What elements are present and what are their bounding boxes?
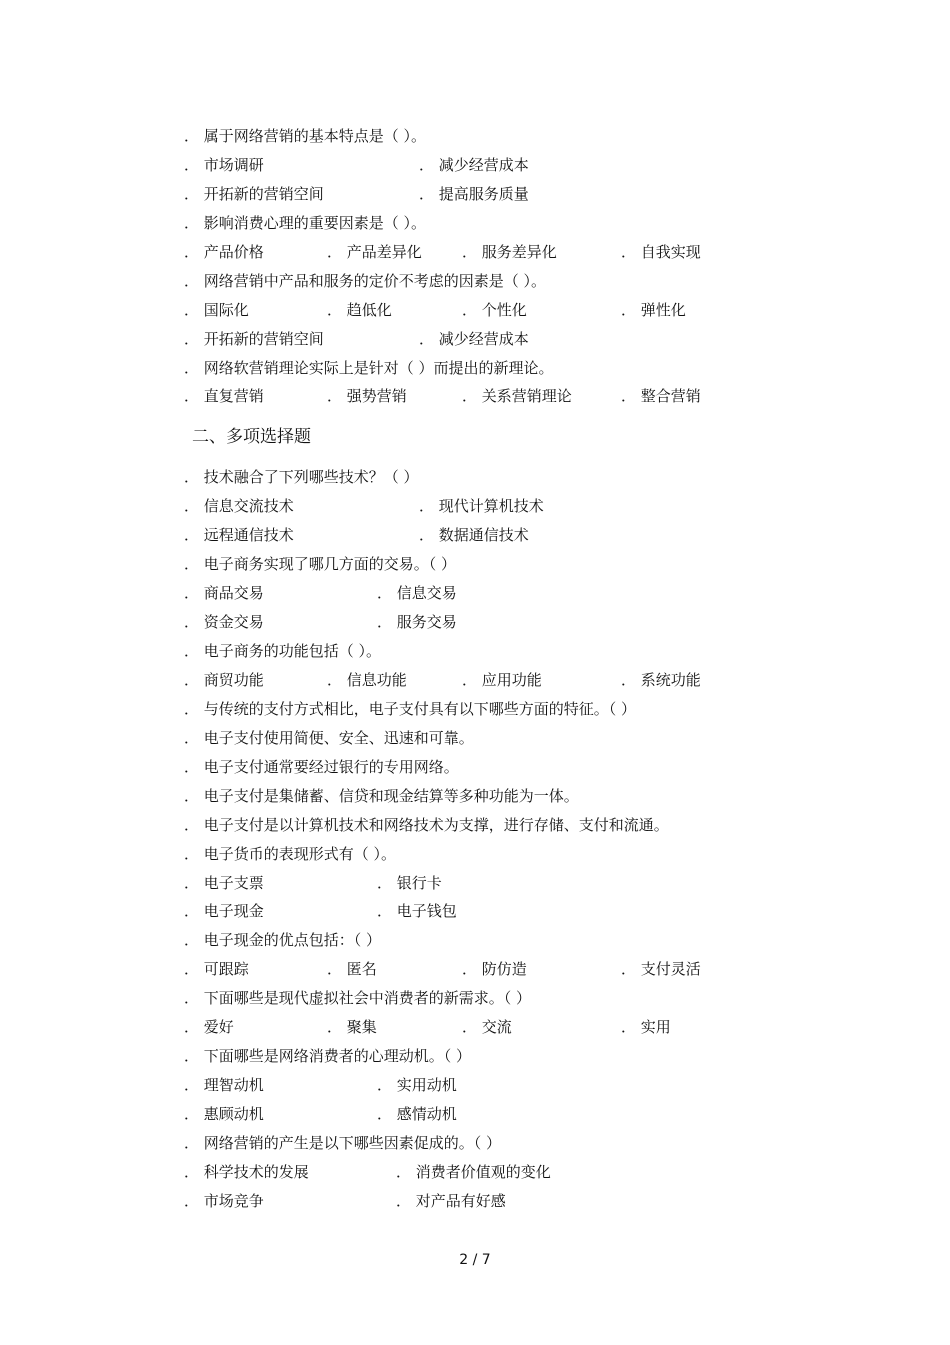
option-item: ． 整合营销: [621, 387, 701, 406]
question-line: ． 电子支付使用简便、安全、迅速和可靠。: [184, 728, 474, 747]
option-item: ． 防仿造: [462, 960, 527, 979]
options-row: [184, 1071, 784, 1100]
option-item: ． 银行卡: [377, 873, 442, 892]
question-line: ． 网络营销的产生是以下哪些因素促成的。（ ）: [184, 1133, 502, 1152]
option-item: ． 提高服务质量: [419, 184, 529, 203]
option-item: ． 信息交易: [377, 584, 457, 603]
question-line: ． 电子货币的表现形式有（ ）。: [184, 844, 397, 863]
option-item: ． 应用功能: [462, 670, 542, 689]
option-item: ． 实用动机: [377, 1076, 457, 1095]
options-row: [184, 955, 784, 984]
option-item: ． 减少经营成本: [419, 329, 529, 348]
question-line: ． 电子支付是集储蓄、信贷和现金结算等多种功能为一体。: [184, 786, 579, 805]
option-item: ． 交流: [462, 1018, 512, 1037]
question-line: ． 电子支付通常要经过银行的专用网络。: [184, 757, 459, 776]
option-item: ． 数据通信技术: [419, 526, 529, 545]
options-row: [184, 1100, 784, 1129]
options-row: [184, 492, 784, 521]
option-item: ． 可跟踪: [184, 960, 249, 979]
option-item: ． 自我实现: [621, 242, 701, 261]
options-row: [184, 180, 784, 209]
option-item: ． 电子现金: [184, 902, 264, 921]
option-item: ． 关系营销理论: [462, 387, 572, 406]
page-number: 2 / 7: [459, 1252, 491, 1268]
option-item: ． 服务交易: [377, 613, 457, 632]
option-item: ． 消费者价值观的变化: [396, 1162, 551, 1181]
question-line: ． 下面哪些是现代虚拟社会中消费者的新需求。（ ）: [184, 989, 532, 1008]
option-item: ． 直复营销: [184, 387, 264, 406]
options-row: [184, 238, 784, 267]
option-item: ． 电子钱包: [377, 902, 457, 921]
option-item: ． 开拓新的营销空间: [184, 329, 324, 348]
options-row: [184, 666, 784, 695]
option-item: ． 信息功能: [327, 670, 407, 689]
option-item: ． 开拓新的营销空间: [184, 184, 324, 203]
options-row: [184, 521, 784, 550]
option-item: ． 产品价格: [184, 242, 264, 261]
option-item: ． 商品交易: [184, 584, 264, 603]
question-line: ． 属于网络营销的基本特点是（ ）。: [184, 127, 427, 145]
options-row: [184, 608, 784, 637]
option-item: ． 感情动机: [377, 1105, 457, 1123]
option-item: ． 电子支票: [184, 873, 264, 892]
option-item: ． 国际化: [184, 300, 249, 319]
question-list: [184, 122, 784, 1216]
option-item: ． 趋低化: [327, 300, 392, 319]
question-line: ． 网络营销中产品和服务的定价不考虑的因素是（ ）。: [184, 271, 547, 290]
question-line: ． 电子商务实现了哪几方面的交易。（ ）: [184, 555, 457, 574]
question-line: ． 技术融合了下列哪些技术？（ ）: [184, 468, 419, 487]
options-row: [184, 1158, 784, 1187]
option-item: ． 系统功能: [621, 670, 701, 689]
question-line: ． 电子现金的优点包括：（ ）: [184, 931, 382, 950]
option-item: ． 产品差异化: [327, 242, 422, 261]
options-row: [184, 1187, 784, 1216]
option-item: ． 理智动机: [184, 1076, 264, 1095]
option-item: ． 信息交流技术: [184, 497, 294, 516]
option-item: ． 远程通信技术: [184, 526, 294, 545]
option-item: ． 实用: [621, 1018, 671, 1037]
options-row: [184, 296, 784, 325]
options-row: [184, 1013, 784, 1042]
question-line: ． 下面哪些是网络消费者的心理动机。（ ）: [184, 1047, 472, 1066]
option-item: ． 现代计算机技术: [419, 497, 544, 516]
question-line: ． 与传统的支付方式相比，电子支付具有以下哪些方面的特征。（ ）: [184, 699, 637, 718]
option-item: ． 科学技术的发展: [184, 1162, 309, 1181]
question-line: ． 影响消费心理的重要因素是（ ）。: [184, 213, 427, 232]
options-row: [184, 579, 784, 608]
options-row: [184, 325, 784, 354]
option-item: ． 个性化: [462, 300, 527, 319]
option-item: ． 爱好: [184, 1018, 234, 1037]
question-line: ． 电子支付是以计算机技术和网络技术为支撑，进行存储、支付和流通。: [184, 815, 669, 834]
option-item: ． 市场竞争: [184, 1191, 264, 1210]
options-row: [184, 151, 784, 180]
option-item: ． 匿名: [327, 960, 377, 979]
option-item: ． 市场调研: [184, 155, 264, 174]
option-item: ． 商贸功能: [184, 670, 264, 689]
option-item: ． 强势营销: [327, 387, 407, 406]
section-heading: 二、多项选择题: [192, 427, 311, 448]
option-item: ． 支付灵活: [621, 960, 701, 979]
option-item: ． 惠顾动机: [184, 1105, 264, 1123]
question-line: ． 电子商务的功能包括（ ）。: [184, 642, 382, 660]
option-item: ． 弹性化: [621, 300, 686, 319]
question-line: ． 网络软营销理论实际上是针对（ ）而提出的新理论。: [184, 358, 554, 377]
options-row: [184, 897, 784, 926]
option-item: ． 对产品有好感: [396, 1191, 506, 1210]
options-row: [184, 869, 784, 898]
options-row: [184, 382, 784, 411]
option-item: ． 减少经营成本: [419, 155, 529, 174]
option-item: ． 服务差异化: [462, 242, 557, 261]
option-item: ． 聚集: [327, 1018, 377, 1037]
option-item: ． 资金交易: [184, 613, 264, 632]
